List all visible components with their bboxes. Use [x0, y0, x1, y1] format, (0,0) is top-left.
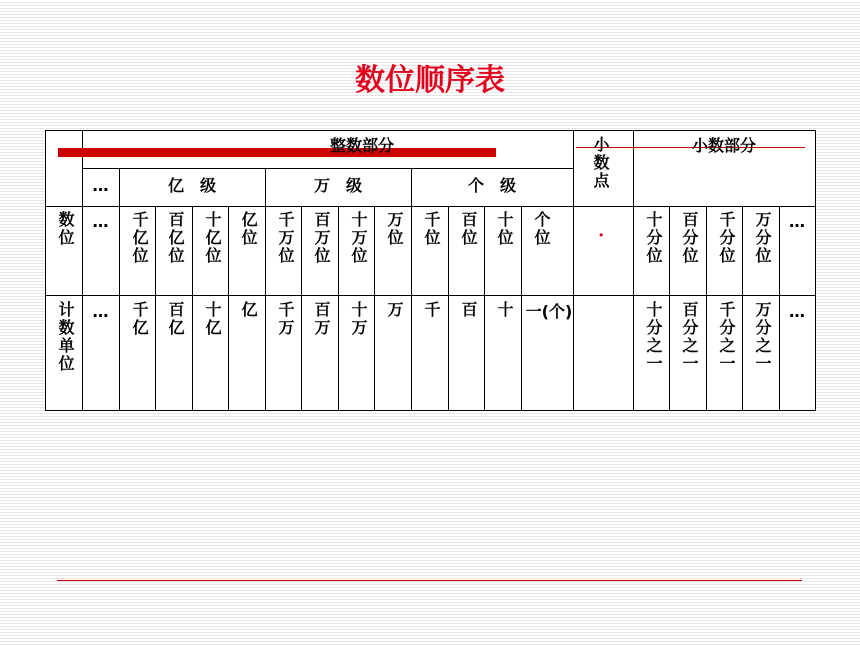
unit-cell: 十 — [495, 301, 514, 319]
place-cell: 百亿位 — [166, 211, 185, 265]
place-cell: 十分位 — [644, 211, 663, 265]
unit-cell: 千 — [422, 301, 441, 319]
unit-cell: 一(个) — [525, 302, 573, 321]
divider — [669, 206, 670, 410]
place-cell: … — [92, 212, 109, 231]
divider — [228, 206, 229, 410]
unit-cell: 百亿 — [166, 301, 185, 337]
place-cell: 十位 — [495, 211, 514, 247]
place-cell: 十万位 — [349, 211, 368, 265]
place-cell: 千位 — [422, 211, 441, 247]
decimal-part-header: 小数部分 — [691, 136, 756, 155]
divider — [573, 131, 574, 410]
divider — [338, 206, 339, 410]
unit-cell: 十万 — [349, 301, 368, 337]
place-cell: 百分位 — [680, 211, 699, 265]
unit-cell: 十亿 — [203, 301, 222, 337]
place-cell: … — [789, 212, 805, 231]
place-value-table — [45, 130, 816, 411]
unit-cell: 十分之一 — [644, 301, 663, 373]
unit-cell: … — [92, 302, 109, 321]
unit-cell: 百分之一 — [680, 301, 699, 373]
divider — [706, 206, 707, 410]
unit-cell: 百 — [459, 301, 478, 319]
integer-part-header: 整数部分 — [329, 136, 394, 155]
unit-cell: 万 — [385, 301, 404, 319]
divider — [521, 206, 522, 410]
place-row-label: 数位 — [56, 211, 75, 247]
divider — [484, 206, 485, 410]
divider — [46, 206, 815, 207]
decimal-point-dot: · — [598, 225, 605, 246]
place-cell: 百万位 — [312, 211, 331, 265]
ellipsis-level: … — [92, 176, 109, 195]
divider — [155, 206, 156, 410]
divider — [411, 168, 412, 410]
divider — [82, 168, 573, 169]
divider — [82, 131, 83, 410]
place-cell: 十亿位 — [203, 211, 222, 265]
place-cell: 百位 — [459, 211, 478, 247]
ge-level-label: 个 级 — [467, 176, 516, 195]
divider — [46, 295, 815, 296]
divider — [119, 168, 120, 410]
divider — [633, 131, 634, 410]
divider — [374, 206, 375, 410]
divider — [301, 206, 302, 410]
divider — [192, 206, 193, 410]
place-cell: 千亿位 — [130, 211, 149, 265]
bottom-rule — [57, 580, 802, 581]
divider — [265, 168, 266, 410]
place-cell: 亿位 — [239, 211, 258, 247]
decimal-point-header: 小数点 — [591, 136, 610, 190]
unit-cell: 亿 — [239, 301, 258, 319]
page-title: 数位顺序表 — [355, 63, 505, 98]
unit-cell: 千亿 — [130, 301, 149, 337]
divider — [448, 206, 449, 410]
unit-cell: 千分之一 — [717, 301, 736, 373]
unit-cell: 万分之一 — [753, 301, 772, 373]
wan-level-label: 万 级 — [313, 176, 362, 195]
place-cell: 个位 — [532, 211, 551, 247]
unit-cell: … — [789, 302, 805, 321]
place-cell: 千万位 — [276, 211, 295, 265]
divider — [742, 206, 743, 410]
unit-row-label: 计数单位 — [56, 301, 75, 373]
place-cell: 万位 — [385, 211, 404, 247]
place-cell: 千分位 — [717, 211, 736, 265]
unit-cell: 千万 — [276, 301, 295, 337]
yi-level-label: 亿 级 — [167, 176, 216, 195]
place-cell: 万分位 — [753, 211, 772, 265]
unit-cell: 百万 — [312, 301, 331, 337]
